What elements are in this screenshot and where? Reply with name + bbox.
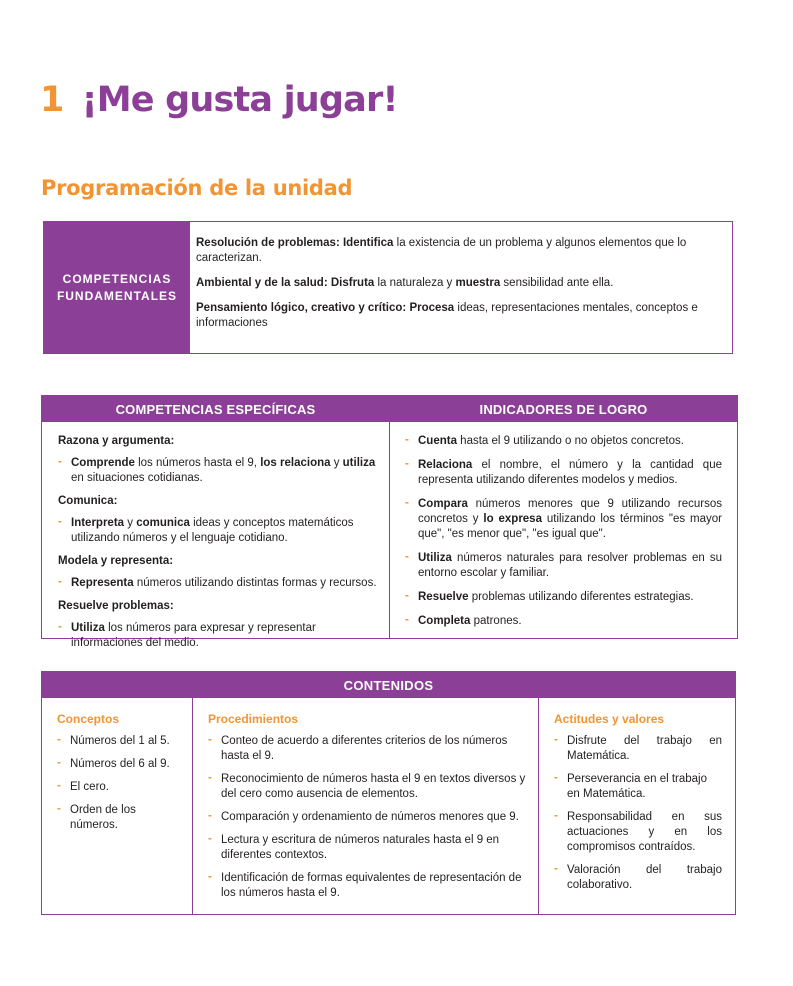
competencias-especificas-table xyxy=(41,395,738,649)
unit-title xyxy=(40,80,398,120)
list-item: - Orden de los números. xyxy=(57,803,145,833)
list-item: - Lectura y escritura de números naturales hasta el 9 en diferentes contextos. xyxy=(208,833,526,863)
competencias-fundamentales-box xyxy=(43,221,733,354)
indicadores-logro-header: INDICADORES DE LOGRO xyxy=(390,396,737,422)
list-item: - El cero. xyxy=(57,780,182,795)
list-item: - Responsabilidad en sus actuaciones y en los compromisos contraídos. xyxy=(554,810,722,855)
label-line-2: FUNDAMENTALES xyxy=(56,288,178,303)
column-divider xyxy=(192,698,193,914)
list-item: - Utiliza números naturales para resolver problemas en su entorno escolar y familiar. xyxy=(405,551,722,581)
list-item: - Conteo de acuerdo a diferentes criterios de los números hasta el 9. xyxy=(208,734,526,764)
competencia-item: Pensamiento lógico, creativo y crítico: Procesa ideas, representaciones mentales, conceptos e informaciones xyxy=(196,302,698,329)
list-item: - Representa números utilizando distintas formas y recursos. xyxy=(58,576,380,591)
list-item: - Interpreta y comunica ideas y conceptos matemáticos utilizando números y el lenguaje cotidiano. xyxy=(58,516,380,546)
list-item: - Valoración del trabajo colaborativo. xyxy=(554,863,722,893)
group-title: Razona y argumenta: xyxy=(58,435,175,447)
label-line-1: COMPETENCIAS xyxy=(62,271,172,286)
list-item: - Comparación y ordenamiento de números menores que 9. xyxy=(208,810,526,825)
column-divider xyxy=(389,396,390,638)
list-item: - Compara números menores que 9 utilizando recursos concretos y lo expresa utilizando los términos "es mayor que", "es menor que", "es igual que". xyxy=(405,497,722,542)
conceptos-title: Conceptos xyxy=(57,712,120,726)
competencias-especificas-header: COMPETENCIAS ESPECÍFICAS xyxy=(42,396,389,422)
contenidos-table xyxy=(41,671,736,915)
list-item: - Relaciona el nombre, el número y la cantidad que representa utilizando diferentes modelos y medios. xyxy=(405,458,722,488)
list-item: - Disfrute del trabajo en Matemática. xyxy=(554,734,722,764)
actitudes-column xyxy=(554,712,722,901)
list-item: - Utiliza los números para expresar y representar informaciones del medio. xyxy=(58,621,380,651)
competencias-especificas-body xyxy=(58,434,380,659)
competencia-item: Resolución de problemas: Identifica la existencia de un problema y algunos elementos que lo caracterizan. xyxy=(196,237,687,264)
actitudes-title: Actitudes y valores xyxy=(554,712,665,726)
contenidos-header: CONTENIDOS xyxy=(42,672,735,698)
list-item: - Números del 1 al 5. xyxy=(57,734,182,749)
list-item: - Cuenta hasta el 9 utilizando o no objetos concretos. xyxy=(405,434,722,449)
conceptos-column xyxy=(57,712,182,841)
competencias-fundamentales-items xyxy=(196,236,706,341)
list-item: - Números del 6 al 9. xyxy=(57,757,182,772)
list-item: - Identificación de formas equivalentes de representación de los números hasta el 9. xyxy=(208,871,526,901)
unit-name: ¡Me gusta jugar! xyxy=(81,80,398,120)
indicadores-logro-body xyxy=(405,434,722,638)
unit-number: 1 xyxy=(40,80,64,120)
list-item: - Reconocimiento de números hasta el 9 en textos diversos y del cero como ausencia de elementos. xyxy=(208,772,526,802)
competencias-fundamentales-label xyxy=(44,222,190,353)
procedimientos-column xyxy=(208,712,526,909)
group-title: Resuelve problemas: xyxy=(58,600,174,612)
list-item: - Completa patrones. xyxy=(405,614,722,629)
section-title: Programación de la unidad xyxy=(41,176,353,200)
procedimientos-title: Procedimientos xyxy=(208,712,299,726)
list-item: - Comprende los números hasta el 9, los relaciona y utiliza en situaciones cotidianas. xyxy=(58,456,380,486)
column-divider xyxy=(538,698,539,914)
list-item: - Perseverancia en el trabajo en Matemática. xyxy=(554,772,722,802)
competencia-item: Ambiental y de la salud: Disfruta la naturaleza y muestra sensibilidad ante ella. xyxy=(196,277,614,289)
group-title: Modela y representa: xyxy=(58,555,174,567)
list-item: - Resuelve problemas utilizando diferentes estrategias. xyxy=(405,590,722,605)
group-title: Comunica: xyxy=(58,495,118,507)
